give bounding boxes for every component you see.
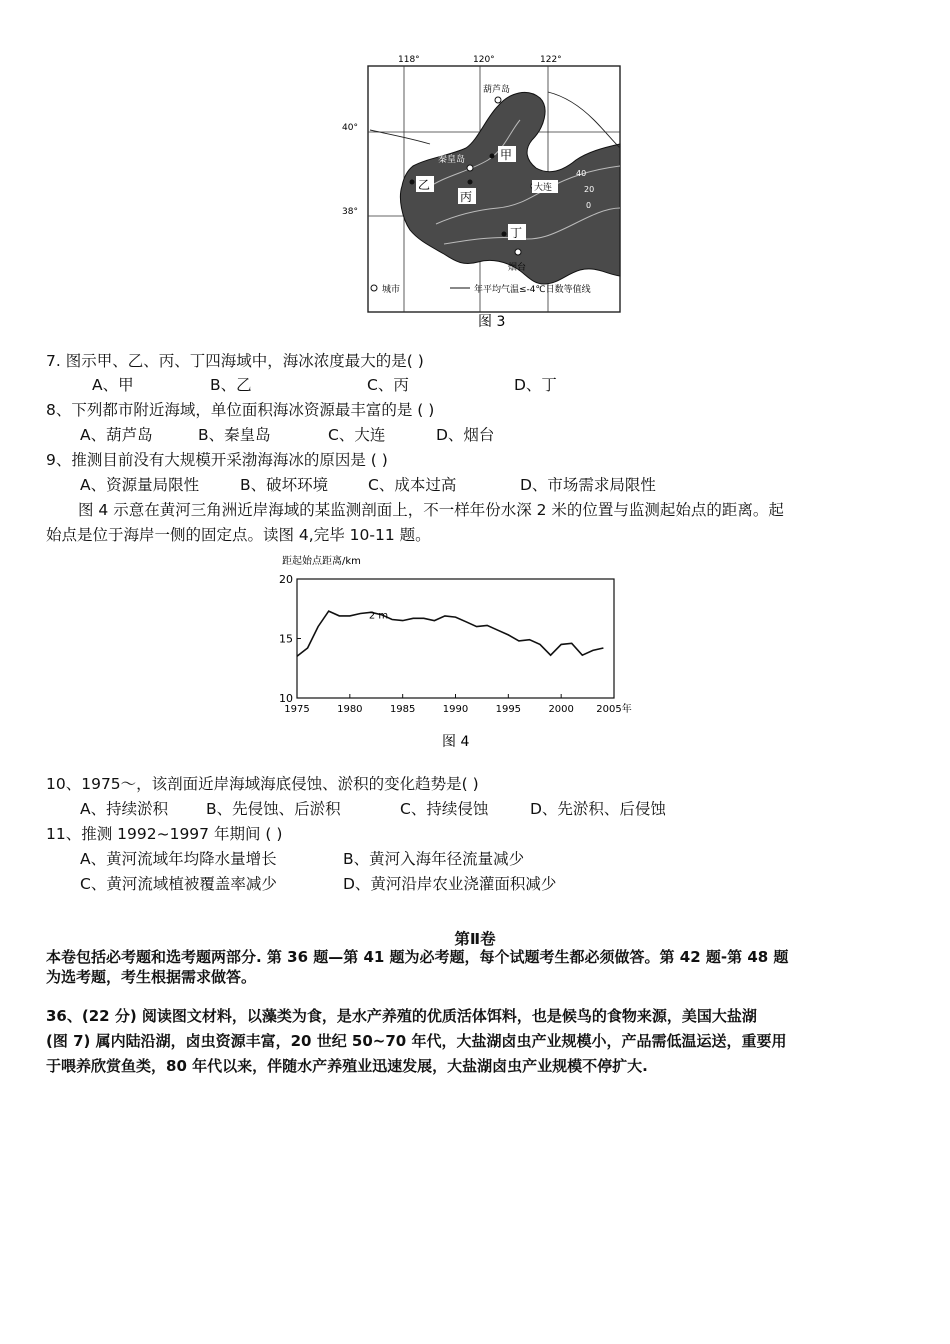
x-tick-label: 1990	[442, 704, 469, 715]
q10-option-a[interactable]: A、持续淤积	[80, 800, 169, 818]
lon-122: 122°	[540, 55, 562, 65]
map-svg	[318, 48, 630, 333]
dot-bing	[468, 180, 473, 185]
part2-title: 第Ⅱ卷	[454, 930, 496, 948]
q10-stem: 10、1975～，该剖面近岸海域海底侵蚀、淤积的变化趋势是( )	[46, 775, 479, 793]
label-jia: 甲	[500, 148, 513, 162]
city-huludao	[495, 97, 501, 103]
contour-40: 40	[576, 169, 587, 178]
dot-ding	[502, 232, 507, 237]
q11-options-row2	[0, 873, 950, 895]
q9-option-d[interactable]: D、市场需求局限性	[520, 476, 656, 494]
q8-option-b[interactable]: B、秦皇岛	[198, 426, 271, 444]
label-qinhuangdao: 秦皇岛	[438, 155, 466, 165]
fig4-caption: 图 4	[442, 734, 470, 750]
city-qinhuangdao	[467, 165, 473, 171]
figure-3-map	[318, 48, 630, 333]
y-tick-label: 10	[279, 692, 293, 705]
legend-line: 年平均气温≤-4℃日数等值线	[474, 285, 591, 295]
contour-20: 20	[584, 185, 595, 194]
contour-60: 60	[560, 147, 571, 156]
q11-option-b[interactable]: B、黄河入海年径流量减少	[343, 850, 525, 868]
lat-40: 40°	[342, 123, 358, 133]
q8-stem: 8、下列都市附近海域，单位面积海冰资源最丰富的是 ( )	[46, 401, 435, 419]
chart-svg	[272, 548, 652, 758]
lon-118: 118°	[398, 55, 420, 65]
q11-option-a[interactable]: A、黄河流域年均降水量增长	[80, 850, 277, 868]
y-tick-label: 15	[279, 632, 293, 646]
label-yantai: 烟台	[508, 263, 527, 273]
series-line-2m	[297, 611, 603, 656]
q8-option-c[interactable]: C、大连	[328, 426, 386, 444]
contour-0: 0	[586, 201, 592, 210]
q7-option-d[interactable]: D、丁	[514, 376, 557, 394]
q8-option-a[interactable]: A、葫芦岛	[80, 426, 153, 444]
q9-option-c[interactable]: C、成本过高	[368, 476, 457, 494]
y-tick-label: 20	[279, 573, 293, 586]
dot-jia	[490, 154, 495, 159]
city-yantai	[515, 249, 521, 255]
label-bing: 丙	[460, 190, 473, 204]
lon-120: 120°	[473, 55, 495, 65]
q7-options	[0, 374, 950, 396]
q10-option-c[interactable]: C、持续侵蚀	[400, 800, 489, 818]
plot-frame	[297, 579, 614, 698]
label-ding: 丁	[510, 226, 523, 240]
q8-option-d[interactable]: D、烟台	[436, 426, 495, 444]
q36-line2: (图 7) 属内陆沿湖，卤虫资源丰富，20 世纪 50~70 年代，大盐湖卤虫产业规模小，产品需低温运送，重要用	[46, 1032, 787, 1050]
q9-option-a[interactable]: A、资源量局限性	[80, 476, 200, 494]
x-tick-label: 1995	[495, 704, 522, 715]
label-yi: 乙	[418, 178, 431, 192]
label-dalian: 大连	[534, 183, 553, 193]
lat-38: 38°	[342, 207, 358, 217]
q9-options	[0, 474, 950, 496]
q10-option-b[interactable]: B、先侵蚀、后淤积	[206, 800, 341, 818]
q7-option-c[interactable]: C、丙	[367, 376, 409, 394]
q10-option-d[interactable]: D、先淤积、后侵蚀	[530, 800, 666, 818]
q11-options-row1	[0, 848, 950, 870]
fig4-intro-line1: 图 4 示意在黄河三角洲近岸海域的某监测剖面上，不一样年份水深 2 米的位置与监测起始点的距离。起	[78, 501, 784, 519]
fig4-intro-line2: 始点是位于海岸一侧的固定点。读图 4,完毕 10-11 题。	[46, 526, 431, 544]
legend-city: 城市	[382, 285, 401, 295]
q9-stem: 9、推测目前没有大规模开采渤海海冰的原因是 ( )	[46, 451, 388, 469]
x-tick-label: 1985	[389, 704, 416, 715]
chart-ylabel: 距起始点距离/km	[282, 556, 361, 567]
q9-option-b[interactable]: B、破坏环境	[240, 476, 329, 494]
q7-option-b[interactable]: B、乙	[210, 376, 252, 394]
legend-city-icon	[371, 285, 377, 291]
series-label: 2 m	[368, 610, 389, 622]
q7-stem: 7. 图示甲、乙、丙、丁四海域中，海冰浓度最大的是( )	[46, 352, 424, 370]
q11-option-c[interactable]: C、黄河流域植被覆盖率减少	[80, 875, 277, 893]
dot-yi	[410, 180, 415, 185]
q8-options	[0, 424, 950, 446]
x-tick-label: 2000	[548, 704, 574, 715]
figure-4-chart	[272, 548, 652, 758]
x-tick-label: 1975	[284, 704, 310, 715]
q10-options	[0, 798, 950, 820]
fig3-caption: 图 3	[478, 314, 506, 330]
part2-desc-line1: 本卷包括必考题和选考题两部分. 第 36 题—第 41 题为必考题，每个试题考生都必须做答。第 42 题-第 48 题	[46, 948, 789, 966]
q36-line1: 36、(22 分) 阅读图文材料，以藻类为食，是水产养殖的优质活体饵料，也是候鸟的食物来源，美国大盐湖	[46, 1007, 757, 1025]
q7-option-a[interactable]: A、甲	[92, 376, 134, 394]
x-tick-label: 2005年	[596, 704, 632, 715]
q11-option-d[interactable]: D、黄河沿岸农业浇灌面积减少	[343, 875, 557, 893]
q36-line3: 于喂养欣赏鱼类，80 年代以来，伴随水产养殖业迅速发展，大盐湖卤虫产业规模不停扩大.	[46, 1057, 648, 1075]
q11-stem: 11、推测 1992~1997 年期间 ( )	[46, 825, 283, 843]
label-huludao: 葫芦岛	[483, 85, 511, 95]
x-tick-label: 1980	[337, 704, 363, 715]
part2-desc-line2: 为选考题，考生根据需求做答。	[46, 968, 257, 986]
